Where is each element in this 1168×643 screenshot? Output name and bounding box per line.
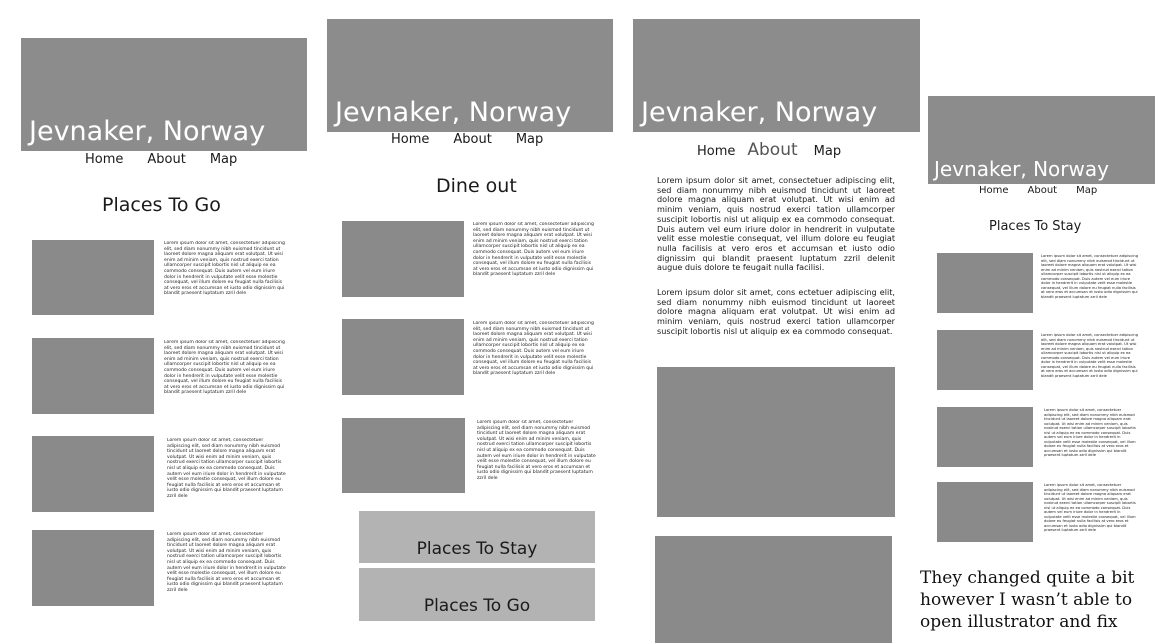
nav-about[interactable]: About: [1027, 185, 1058, 196]
image-placeholder: [32, 240, 154, 315]
item-description: Lorem ipsum dolor sit amet, consectetuer adipiscing elit, sed diam nonummy nibh euismod tincidunt ut laoreet dolore magna aliquam erat volutpat. Ut wisi enim ad minim veniam, quis nostrud exerci tation ullamcorper suscipit lobortis nisl ut aliquip ex ea commodo consequat. Duis autem vel eum iriure dolor in hendrerit in vulputate velit esse molestie consequat, vel illum dolore eu feugiat nulla facilisis at vero eros et accumsan et iusto odio dignissim qui blandit praesent luptatum zzril dele: [167, 532, 286, 593]
nav-about[interactable]: About: [747, 140, 798, 160]
site-title: Jevnaker, Norway: [934, 157, 1109, 181]
image-placeholder: [342, 319, 464, 395]
item-description: Lorem ipsum dolor sit amet, consectetuer adipiscing elit, sed diam nonummy nibh euismod tincidunt ut laoreet dolore magna aliquam erat volutpat. Ut wisi enim ad minim veniam, quis nostrud exerci tation ullamcorper suscipit lobortis nisl ut aliquip ex ea commodo consequat. Duis autem vel eum iriure dolor in hendrerit in vulputate velit esse molestie consequat, vel illum dolore eu feugiat nulla facilisis at vero eros et accumsan et iusto odio dignissim qui blandit praesent luptatum zzril dele: [1041, 254, 1139, 299]
places-to-go-button[interactable]: [359, 568, 595, 621]
item-description: Lorem ipsum dolor sit amet, consectetuer adipiscing elit, sed diam nonummy nibh euismod tincidunt ut laoreet dolore magna aliquam erat volutpat. Ut wisi enim ad minim veniam, quis nostrud exerci tation ullamcorper suscipit lobortis nisl ut aliquip ex ea commodo consequat. Duis autem vel eum iriure dolor in hendrerit in vulputate velit esse molestie consequat, vel illum dolore eu feugiat nulla facilisis at vero eros et accumsan et iusto odio dignissim qui blandit praesent luptatum zzril dele: [477, 420, 596, 481]
image-placeholder: [937, 407, 1033, 467]
image-placeholder: [657, 367, 895, 517]
button-label: Places To Go: [423, 595, 531, 616]
page-heading: Dine out: [436, 175, 517, 197]
about-paragraph-2: Lorem ipsum dolor sit amet, cons ectetuer adipiscing elit, sed diam nonummy nibh euismod tincidunt ut laoreet dolore magna aliquam erat volutpat. Ut wisi enim ad minim veniam, quis nostrud exerci tation ullamcorper suscipit lobortis nisl ut aliquip ex ea commodo consequat.: [657, 287, 895, 336]
nav-bar: [391, 132, 543, 147]
item-description: Lorem ipsum dolor sit amet, consectetuer adipiscing elit, sed diam nonummy nibh euismod tincidunt ut laoreet dolore magna aliquam erat volutpat. Ut wisi enim ad minim veniam, quis nostrud exerci tation ullamcorper suscipit lobortis nisl ut aliquip ex ea commodo consequat. Duis autem vel eum iriure dolor in hendrerit in vulputate velit esse molestie consequat, vel illum dolore eu feugiat nulla facilisis at vero eros et accumsan et iusto odio dignissim qui blandit praesent luptatum zzril dele: [164, 340, 285, 396]
nav-bar: [979, 185, 1097, 196]
item-description: Lorem ipsum dolor sit amet, consectetuer adipiscing elit, sed diam nonummy nibh euismod tincidunt ut laoreet dolore magna aliquam erat volutpat. Ut wisi enim ad minim veniam, quis nostrud exerci tation ullamcorper suscipit lobortis nisl ut aliquip ex ea commodo consequat. Duis autem vel eum iriure dolor in hendrerit in vulputate velit esse molestie consequat, vel illum dolore eu feugiat nulla facilisis at vero eros et accumsan et iusto odio dignissim qui blandit praesent luptatum zzril dele: [1041, 333, 1139, 378]
nav-map[interactable]: Map: [515, 132, 544, 147]
nav-bar: [85, 152, 237, 167]
image-placeholder: [937, 482, 1033, 542]
about-paragraph-1: Lorem ipsum dolor sit amet, consectetuer adipiscing elit, sed diam nonummy nibh euismod tincidunt ut laoreet dolore magna aliquam erat volutpat. Ut wisi enim ad minim veniam, quis nostrud exerci tation ullamcorper suscipit lobortis nisl ut aliquip ex ea commodo consequat. Duis autem vel eum iriure dolor in hendrerit in vulputate velit esse molestie consequat, vel illum dolore eu feugiat nulla facilisis at vero eros et accumsan et iusto odio dignissim qui blandit praesent luptatum zzril delenit augue duis dolore te feugait nulla facilisi.: [657, 175, 895, 273]
image-placeholder: [937, 253, 1033, 313]
site-title: Jevnaker, Norway: [29, 116, 266, 147]
site-banner: [928, 96, 1155, 184]
nav-home[interactable]: Home: [697, 144, 736, 159]
button-label: Places To Stay: [416, 539, 538, 559]
site-banner: [633, 19, 920, 132]
image-placeholder: [342, 221, 464, 297]
site-banner: [21, 38, 307, 151]
page-heading: Places To Go: [102, 194, 221, 216]
nav-home[interactable]: Home: [391, 132, 430, 147]
item-description: Lorem ipsum dolor sit amet, consectetuer adipiscing elit, sed diam nonummy nibh euismod tincidunt ut laoreet dolore magna aliquam erat volutpat. Ut wisi enim ad minim veniam, quis nostrud exerci tation ullamcorper suscipit lobortis nisl ut aliquip ex ea commodo consequat. Duis autem vel eum iriure dolor in hendrerit in vulputate velit esse molestie consequat, vel illum dolore eu feugiat nulla facilisis at vero eros et accumsan et iusto odio dignissim qui blandit praesent luptatum zzril dele: [1044, 408, 1136, 457]
places-to-stay-button[interactable]: [359, 511, 595, 563]
image-placeholder: [32, 436, 154, 512]
image-placeholder: [32, 338, 154, 414]
image-placeholder: [342, 418, 465, 493]
page-heading: Places To Stay: [989, 219, 1082, 234]
image-placeholder: [937, 330, 1033, 390]
nav-map[interactable]: Map: [1076, 185, 1098, 196]
nav-map[interactable]: Map: [209, 152, 238, 167]
nav-bar: [697, 140, 841, 160]
nav-about[interactable]: About: [147, 152, 186, 167]
item-description: Lorem ipsum dolor sit amet, consectetuer adipiscing elit, sed diam nonummy nibh euismod tincidunt ut laoreet dolore magna aliquam erat volutpat. Ut wisi enim ad minim veniam, quis nostrud exerci tation ullamcorper suscipit lobortis nisl ut aliquip ex ea commodo consequat. Duis autem vel eum iriure dolor in hendrerit in vulputate velit esse molestie consequat, vel illum dolore eu feugiat nulla facilisis at vero eros et accumsan et iusto odio dignissim qui blandit praesent luptatum zzril dele: [1044, 483, 1136, 532]
nav-about[interactable]: About: [453, 132, 492, 147]
site-banner: [327, 19, 613, 132]
site-title: Jevnaker, Norway: [641, 97, 878, 128]
nav-home[interactable]: Home: [979, 185, 1009, 196]
site-title: Jevnaker, Norway: [335, 97, 572, 128]
item-description: Lorem ipsum dolor sit amet, consectetuer adipiscing elit, sed diam nonummy nibh euismod tincidunt ut laoreet dolore magna aliquam erat volutpat. Ut wisi enim ad minim veniam, quis nostrud exerci tation ullamcorper suscipit lobortis nisl ut aliquip ex ea commodo consequat. Duis autem vel eum iriure dolor in hendrerit in vulputate velit esse molestie consequat, vel illum dolore eu feugiat nulla facilisis at vero eros et accumsan et iusto odio dignissim qui blandit praesent luptatum zzril dele: [473, 222, 594, 278]
annotation-note: They changed quite a bit however I wasn’t able to open illustrator and fix: [920, 568, 1135, 632]
item-description: Lorem ipsum dolor sit amet, consectetuer adipiscing elit, sed diam nonummy nibh euismod tincidunt ut laoreet dolore magna aliquam erat volutpat. Ut wisi enim ad minim veniam, quis nostrud exerci tation ullamcorper suscipit lobortis nisl ut aliquip ex ea commodo consequat. Duis autem vel eum iriure dolor in hendrerit in vulputate velit esse molestie consequat, vel illum dolore eu feugiat nulla facilisis at vero eros et accumsan et iusto odio dignissim qui blandit praesent luptatum zzril dele: [164, 241, 285, 297]
item-description: Lorem ipsum dolor sit amet, consectetuer adipiscing elit, sed diam nonummy nibh euismod tincidunt ut laoreet dolore magna aliquam erat volutpat. Ut wisi enim ad minim veniam, quis nostrud exerci tation ullamcorper suscipit lobortis nisl ut aliquip ex ea commodo consequat. Duis autem vel eum iriure dolor in hendrerit in vulputate velit esse molestie consequat, vel illum dolore eu feugiat nulla facilisis at vero eros et accumsan et iusto odio dignissim qui blandit praesent luptatum zzril dele: [167, 438, 286, 499]
image-placeholder: [655, 536, 892, 643]
nav-map[interactable]: Map: [813, 144, 842, 159]
nav-home[interactable]: Home: [85, 152, 124, 167]
item-description: Lorem ipsum dolor sit amet, consectetuer adipiscing elit, sed diam nonummy nibh euismod tincidunt ut laoreet dolore magna aliquam erat volutpat. Ut wisi enim ad minim veniam, quis nostrud exerci tation ullamcorper suscipit lobortis nisl ut aliquip ex ea commodo consequat. Duis autem vel eum iriure dolor in hendrerit in vulputate velit esse molestie consequat, vel illum dolore eu feugiat nulla facilisis at vero eros et accumsan et iusto odio dignissim qui blandit praesent luptatum zzril dele: [473, 321, 594, 377]
image-placeholder: [32, 530, 154, 606]
